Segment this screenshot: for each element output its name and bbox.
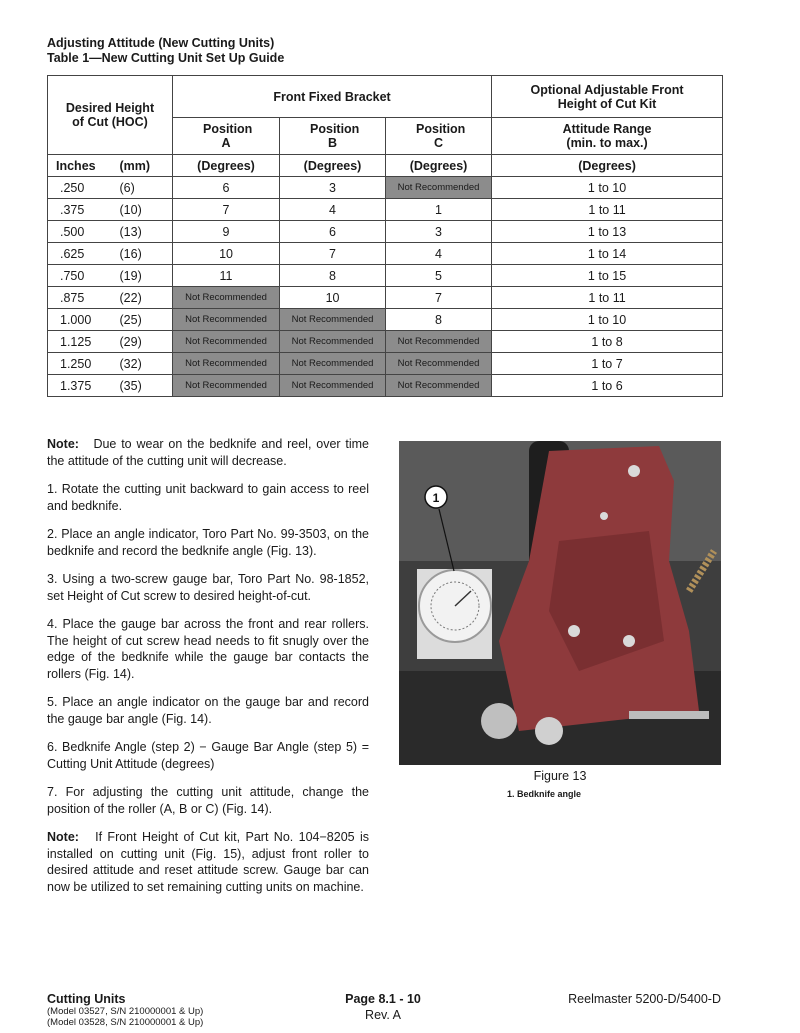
cell-mm: (16)	[112, 243, 173, 265]
table-row	[48, 309, 723, 331]
cell-attitude-range: 1 to 6	[492, 375, 723, 397]
step-4: 4. Place the gauge bar across the front and rear rollers. The height of cut screw head needs to fit snugly over the edge of the bedknife while the gauge bar contacts the rollers (Fig. 14).	[47, 617, 369, 681]
cell-position-b: Not Recommended	[280, 353, 386, 375]
header-optional-kit: Optional Adjustable Front Height of Cut Kit	[492, 76, 723, 118]
cell-inches: 1.250	[48, 353, 112, 375]
table-row	[48, 353, 723, 375]
table-title: Table 1—New Cutting Unit Set Up Guide	[47, 51, 285, 65]
cell-inches: .375	[48, 199, 112, 221]
footer-page-info	[339, 992, 427, 1022]
header-degrees-b: (Degrees)	[280, 155, 386, 177]
cell-position-c: 3	[386, 221, 492, 243]
header-front-fixed-bracket: Front Fixed Bracket	[173, 76, 492, 118]
note-text: If Front Height of Cut kit, Part No. 104−8205 is installed on cutting unit (Fig. 15), adjust front roller to desired attitude and reset attitude screw. Gauge bar can now be utilized to set remaining cutting units on machine.	[47, 830, 370, 894]
cell-position-c: 7	[386, 287, 492, 309]
header-degrees-a: (Degrees)	[173, 155, 280, 177]
table-row	[48, 221, 723, 243]
cell-mm: (6)	[112, 177, 173, 199]
cell-inches: .500	[48, 221, 112, 243]
revision: Rev. A	[365, 1008, 401, 1022]
table-row	[48, 243, 723, 265]
note-wear	[47, 436, 369, 469]
cell-attitude-range: 1 to 15	[492, 265, 723, 287]
note-label: Note:	[47, 830, 79, 844]
cell-position-b: 10	[280, 287, 386, 309]
footer-model-1: (Model 03527, S/N 210000001 & Up)	[47, 1006, 204, 1017]
cell-attitude-range: 1 to 11	[492, 199, 723, 221]
figure-callout-1: 1	[432, 491, 440, 505]
footer-section-info	[47, 992, 203, 1028]
header-degrees-range: (Degrees)	[492, 155, 723, 177]
cell-position-a: 11	[173, 265, 280, 287]
cell-position-c: Not Recommended	[386, 353, 492, 375]
cell-inches: 1.375	[48, 375, 112, 397]
cell-attitude-range: 1 to 7	[492, 353, 723, 375]
cell-position-b: 7	[280, 243, 386, 265]
cell-inches: .750	[48, 265, 112, 287]
cell-position-c: Not Recommended	[386, 331, 492, 353]
page-number: Page 8.1 - 10	[345, 992, 421, 1006]
section-heading	[47, 36, 284, 66]
cell-position-b: 8	[280, 265, 386, 287]
cell-inches: .875	[48, 287, 112, 309]
footer-model-2: (Model 03528, S/N 210000001 & Up)	[47, 1017, 204, 1028]
cell-position-b: Not Recommended	[280, 309, 386, 331]
cell-mm: (10)	[112, 199, 173, 221]
cell-mm: (29)	[112, 331, 173, 353]
note-label: Note:	[47, 437, 79, 451]
cell-attitude-range: 1 to 10	[492, 177, 723, 199]
cell-inches: 1.000	[48, 309, 112, 331]
step-5: 5. Place an angle indicator on the gauge bar and record the gauge bar angle (Fig. 14).	[47, 695, 369, 726]
cell-position-c: Not Recommended	[386, 177, 492, 199]
step-3: 3. Using a two-screw gauge bar, Toro Part No. 98-1852, set Height of Cut screw to desired height-of-cut.	[47, 572, 369, 603]
header-degrees-c: (Degrees)	[386, 155, 492, 177]
cell-inches: 1.125	[48, 331, 112, 353]
cell-position-a: Not Recommended	[173, 309, 280, 331]
cell-attitude-range: 1 to 8	[492, 331, 723, 353]
cell-position-b: 6	[280, 221, 386, 243]
cell-position-a: Not Recommended	[173, 331, 280, 353]
cell-position-c: 5	[386, 265, 492, 287]
cell-mm: (25)	[112, 309, 173, 331]
figure-caption: Figure 13	[533, 769, 587, 783]
cell-position-a: 7	[173, 199, 280, 221]
instructions-column	[47, 436, 369, 907]
cell-inches: .250	[48, 177, 112, 199]
cell-position-c: 4	[386, 243, 492, 265]
cell-position-c: 8	[386, 309, 492, 331]
cell-attitude-range: 1 to 13	[492, 221, 723, 243]
header-mm: (mm)	[112, 155, 173, 177]
header-position-a: Position A	[173, 118, 280, 155]
cell-position-b: 3	[280, 177, 386, 199]
step-2: 2. Place an angle indicator, Toro Part No. 99-3503, on the bedknife and record the bedknife angle (Fig. 13).	[47, 527, 369, 558]
cell-mm: (22)	[112, 287, 173, 309]
note-front-hoc-kit	[47, 829, 369, 895]
cell-position-b: Not Recommended	[280, 331, 386, 353]
cell-mm: (32)	[112, 353, 173, 375]
cell-position-b: 4	[280, 199, 386, 221]
cell-inches: .625	[48, 243, 112, 265]
header-desired-hoc: Desired Height of Cut (HOC)	[48, 76, 173, 155]
header-position-b: Position B	[280, 118, 386, 155]
cell-position-a: 6	[173, 177, 280, 199]
note-text: Due to wear on the bedknife and reel, over time the attitude of the cutting unit will decrease.	[47, 437, 370, 468]
table-row	[48, 331, 723, 353]
table-body	[48, 177, 723, 397]
bedknife-angle-photo	[399, 441, 721, 765]
footer-product: Reelmaster 5200-D/5400-D	[568, 992, 721, 1006]
step-7: 7. For adjusting the cutting unit attitude, change the position of the roller (A, B or C) (Fig. 14).	[47, 785, 369, 816]
figure-legend: 1. Bedknife angle	[507, 789, 582, 799]
cell-position-c: 1	[386, 199, 492, 221]
cell-position-a: 10	[173, 243, 280, 265]
step-6: 6. Bedknife Angle (step 2) − Gauge Bar Angle (step 5) = Cutting Unit Attitude (degrees)	[47, 740, 369, 771]
cell-position-a: Not Recommended	[173, 375, 280, 397]
header-position-c: Position C	[386, 118, 492, 155]
cell-position-a: Not Recommended	[173, 287, 280, 309]
cell-mm: (13)	[112, 221, 173, 243]
cell-position-a: Not Recommended	[173, 353, 280, 375]
cell-mm: (35)	[112, 375, 173, 397]
cell-position-c: Not Recommended	[386, 375, 492, 397]
footer-section-title: Cutting Units	[47, 992, 126, 1006]
table-row	[48, 375, 723, 397]
header-attitude-range: Attitude Range (min. to max.)	[492, 118, 723, 155]
section-title: Adjusting Attitude (New Cutting Units)	[47, 36, 275, 50]
table-row	[48, 265, 723, 287]
header-inches: Inches	[48, 155, 112, 177]
table-row	[48, 177, 723, 199]
cell-attitude-range: 1 to 14	[492, 243, 723, 265]
cell-mm: (19)	[112, 265, 173, 287]
table-row	[48, 199, 723, 221]
cell-attitude-range: 1 to 10	[492, 309, 723, 331]
cell-attitude-range: 1 to 11	[492, 287, 723, 309]
table-row	[48, 287, 723, 309]
hoc-setup-table	[47, 75, 723, 397]
figure-13-photo	[399, 441, 721, 765]
step-1: 1. Rotate the cutting unit backward to gain access to reel and bedknife.	[47, 482, 369, 513]
cell-position-a: 9	[173, 221, 280, 243]
cell-position-b: Not Recommended	[280, 375, 386, 397]
